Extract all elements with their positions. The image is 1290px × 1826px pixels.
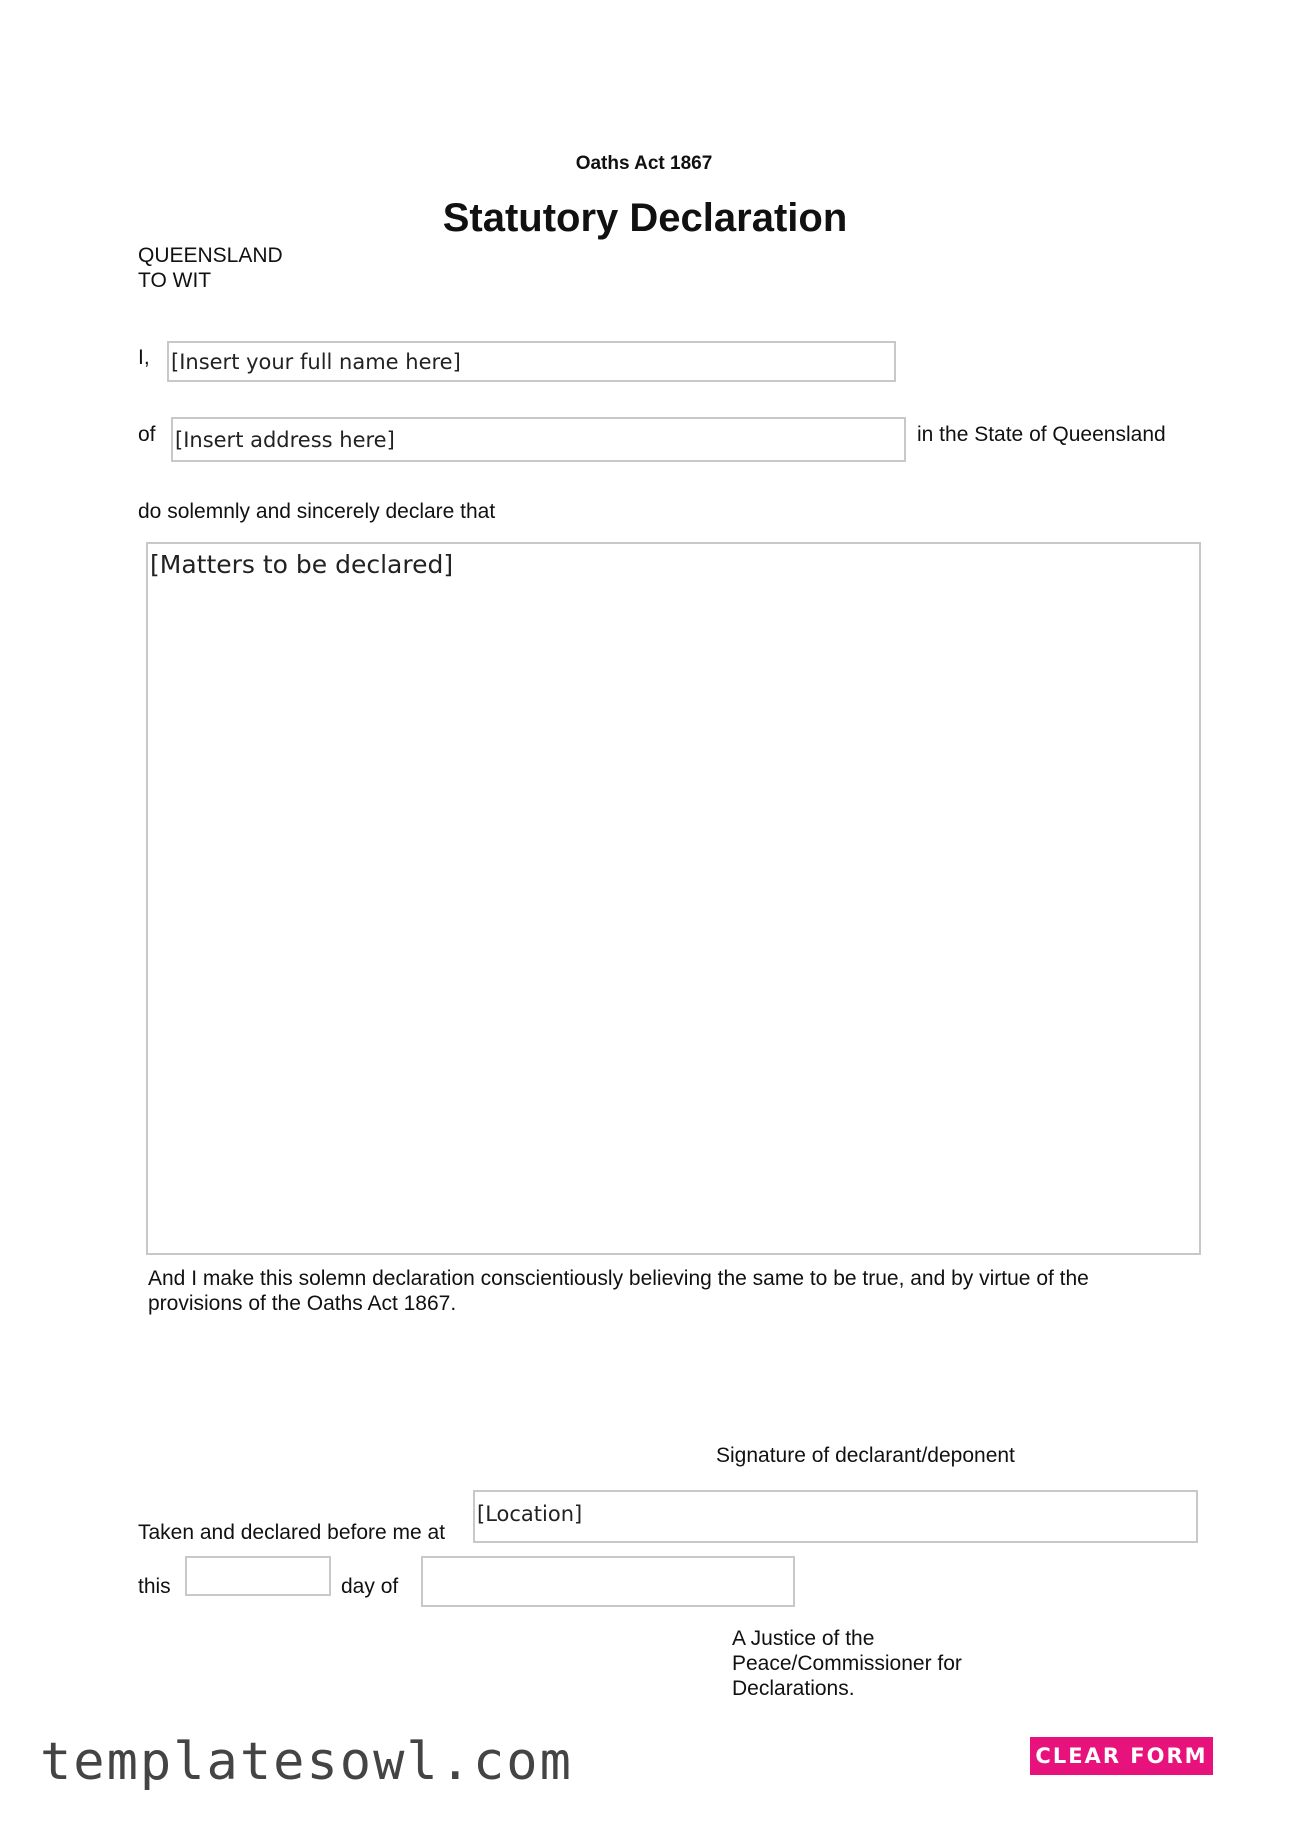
clear-form-button[interactable]: CLEAR FORM [1030, 1737, 1213, 1775]
location-field[interactable] [473, 1490, 1198, 1543]
address-field[interactable] [171, 417, 906, 462]
month-year-field[interactable] [421, 1556, 795, 1607]
day-of-label: day of [341, 1575, 399, 1598]
address-placeholder: [Insert address here] [175, 427, 395, 452]
state-heading-line2: TO WIT [138, 269, 212, 292]
state-suffix: in the State of Queensland [917, 423, 1166, 446]
watermark: templatesowl.com [40, 1732, 573, 1792]
this-label: this [138, 1575, 171, 1598]
of-label: of [138, 423, 156, 446]
witness-line1: A Justice of the [732, 1627, 875, 1650]
taken-label: Taken and declared before me at [138, 1521, 446, 1544]
full-name-placeholder: [Insert your full name here] [171, 349, 461, 374]
declare-intro: do solemnly and sincerely declare that [138, 500, 496, 523]
day-field[interactable] [185, 1556, 331, 1596]
page-title: Statutory Declaration [442, 196, 848, 240]
full-name-field[interactable] [167, 341, 896, 382]
matters-placeholder: [Matters to be declared] [150, 550, 454, 579]
witness-line3: Declarations. [732, 1677, 855, 1700]
declarant-signature-label: Signature of declarant/deponent [716, 1444, 1015, 1467]
i-label: I, [138, 346, 150, 369]
matters-field[interactable] [146, 542, 1201, 1255]
act-title: Oaths Act 1867 [575, 153, 713, 174]
closing-line2: provisions of the Oaths Act 1867. [148, 1292, 457, 1315]
witness-line2: Peace/Commissioner for [732, 1652, 962, 1675]
location-placeholder: [Location] [477, 1502, 583, 1526]
state-heading-line1: QUEENSLAND [138, 244, 283, 267]
closing-line1: And I make this solemn declaration conscientiously believing the same to be true, and by virtue of the [148, 1267, 1089, 1290]
